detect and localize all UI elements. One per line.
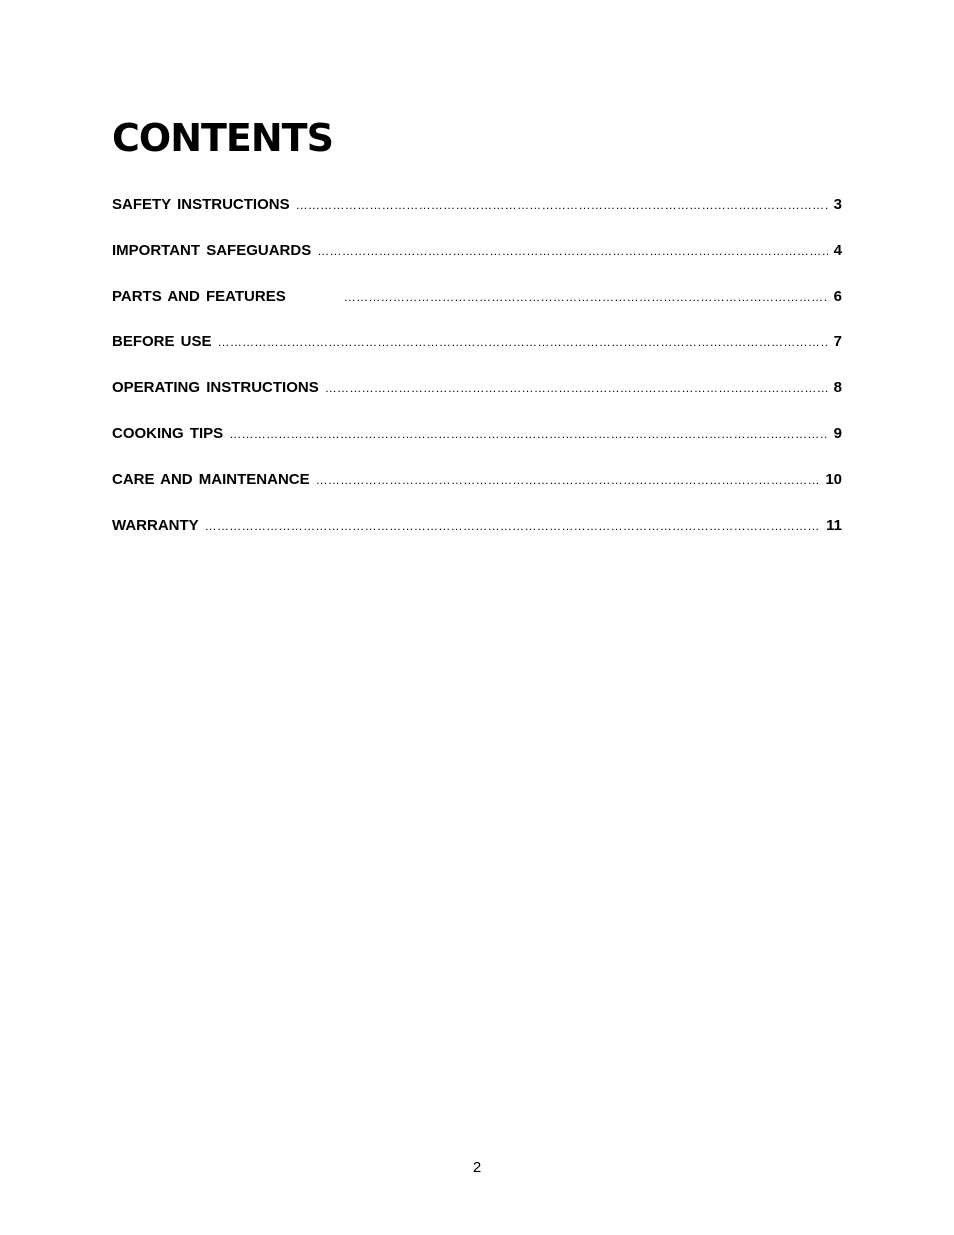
toc-entry-page: 6 bbox=[833, 287, 842, 305]
toc-dot-leader bbox=[296, 193, 828, 217]
page-title: CONTENTS bbox=[112, 116, 333, 160]
toc-entry-page: 10 bbox=[825, 470, 842, 488]
toc-entry-important-safeguards[interactable] bbox=[112, 239, 842, 285]
toc-entry-label: PARTS AND FEATURES bbox=[112, 287, 286, 305]
toc-entry-safety-instructions[interactable] bbox=[112, 193, 842, 239]
toc-entry-label: IMPORTANT SAFEGUARDS bbox=[112, 241, 312, 259]
toc-entry-warranty[interactable] bbox=[112, 514, 842, 560]
toc-dot-leader bbox=[229, 422, 827, 446]
toc-entry-cooking-tips[interactable] bbox=[112, 422, 842, 468]
toc-entry-page: 4 bbox=[833, 241, 842, 259]
toc-entry-label: COOKING TIPS bbox=[112, 424, 224, 442]
toc-entry-label: SAFETY INSTRUCTIONS bbox=[112, 196, 290, 213]
toc-dot-leader bbox=[325, 376, 828, 400]
toc-entry-page: 9 bbox=[833, 424, 842, 442]
toc-dot-leader bbox=[316, 468, 820, 492]
toc-dot-leader bbox=[344, 285, 828, 309]
toc-entry-page: 11 bbox=[826, 516, 842, 534]
page-number: 2 bbox=[472, 1159, 482, 1176]
toc-entry-label: CARE AND MAINTENANCE bbox=[112, 470, 310, 488]
toc-entry-care-and-maintenance[interactable] bbox=[112, 468, 842, 514]
toc-entry-page: 3 bbox=[833, 196, 842, 213]
toc-entry-label: BEFORE USE bbox=[112, 333, 212, 351]
toc-entry-parts-and-features[interactable] bbox=[112, 285, 842, 331]
toc-entry-label: OPERATING INSTRUCTIONS bbox=[112, 379, 319, 397]
toc-dot-leader bbox=[317, 239, 827, 263]
toc-entry-page: 7 bbox=[833, 333, 842, 351]
toc-entry-page: 8 bbox=[833, 379, 842, 397]
toc-dot-leader bbox=[218, 330, 828, 354]
toc-entry-before-use[interactable] bbox=[112, 330, 842, 376]
table-of-contents bbox=[112, 193, 842, 559]
toc-entry-label: WARRANTY bbox=[112, 516, 199, 534]
toc-dot-leader bbox=[205, 514, 820, 538]
toc-entry-operating-instructions[interactable] bbox=[112, 376, 842, 422]
